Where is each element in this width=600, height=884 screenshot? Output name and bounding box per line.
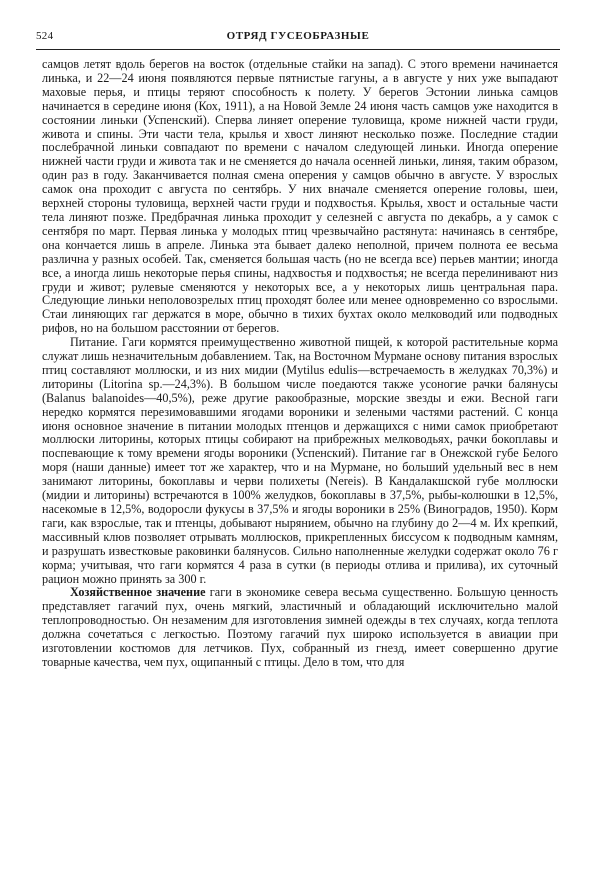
- page-number: 524: [36, 30, 54, 42]
- running-title: ОТРЯД ГУСЕОБРАЗНЫЕ: [226, 30, 370, 42]
- body-text: [42, 58, 558, 670]
- paragraph-text: самцов летят вдоль берегов на восток (отдельные стайки на запад). С этого времени начинается линька, и 22—24 июня появляются первые пятнистые гагуны, а в августе у них уже выпадают маховые перья, и птицы теряют способность к полету. У берегов Эстонии линька самцов начинается в середине июня (Кох, 1911), а на Новой Земле 24 июня часть самцов уже находится в состоянии линьки (Успенский). Сперва линяет оперение туловища, кроме нижней части груди, живота и спины. Эти части тела, крылья и хвост линяют несколько позже. Последние стадии послебрачной линьки совпадают по времени с началом следующей линьки. Иногда оперение нижней части груди и живота так и не сменяется до начала осенней линьки, линяя, таким образом, один раз в году. Заканчивается полная смена оперения у самцов обычно в августе. У взрослых самок она проходит с августа по сентябрь. У них вначале сменяется оперение головы, шеи, верхней стороны туловища, верхней части груди и подхвостья. Крылья, хвост и остальные части тела линяют позже. Предбрачная линька проходит у селезней с августа по декабрь, а у самок с сентября по март. Первая линька у молодых птиц чрезвычайно растянута: начинаясь в сентябре, она кончается лишь в апреле. Линька эта бывает далеко неполной, причем полнота ее весьма различна у разных особей. Так, сменяется большая часть (но не всегда все) перьев мантии; иногда все, а иногда лишь некоторые перья спины, надхвостья и подхвостья; не всегда перелинивают низ груди и живот; рулевые сменяются у некоторых все, а у некоторых лишь центральная пара. Следующие линьки неполовозрелых птиц проходят более или менее одновременно со взрослыми. Стаи линяющих гаг держатся в море, обычно в тихих бухтах около мелководий или подводных рифов, но на большом расстоянии от берегов.: [42, 57, 558, 336]
- paragraph-text: Питание. Гаги кормятся преимущественно животной пищей, к которой растительные корма служат лишь незначительным добавлением. Так, на Восточном Мурмане основу питания взрослых птиц составляют моллюски, и из них мидии (Mytilus edulis—встречаемость в желудках 70,3%) и литорины (Litorina sp.—24,3%). В большом числе поедаются также усоногие рачки балянусы (Balanus balanoides—40,5%), реже другие ракообразные, морские звезды и ежи. Весной гаги нередко кормятся перезимовавшими ягодами вороники и зелеными частями растений. С конца июня основное значение в питании молодых птенцов и держащихся с ними самок приобретают моллюски литорины, которых птицы собирают на прибрежных мелководьях, рачки бокоплавы и поспевающие к тому времени ягоды вороники (Успенский). Питание гаг в Онежской губе Белого моря (наши данные) имеет тот же характер, что и на Мурмане, но больший удельный вес в нем занимают литорины, бокоплавы и черви полихеты (Nereis). В Кандалакшской губе моллюски (мидии и литорины) встречаются в 100% желудков, бокоплавы в 37,5%, рыбы-колюшки в 12,5%, насекомые в 12,5%, водоросли фукусы в 37,5% и ягоды вороники в 25% (Виноградов, 1950). Корм гаги, как взрослые, так и птенцы, добывают нырянием, обычно на глубину до 2—4 м. Их крепкий, массивный клюв позволяет отрывать моллюсков, прикрепленных биссусом к подводным камням, и разрушать известковые раковинки балянусов. Сильно наполненные желудки содержат около 76 г корма; учитывая, что гаги кормятся 4 раза в сутки (в периоды отлива и прилива), их суточный рацион можно принять за 300 г.: [42, 335, 558, 586]
- header-rule: [36, 49, 560, 50]
- paragraph-feeding: [42, 336, 558, 586]
- page-header: [36, 30, 560, 46]
- paragraph-text: гаги в экономике севера весьма существенно. Большую ценность представляет гагачий пух, очень мягкий, эластичный и обладающий исключительно малой теплопроводностью. Он незаменим для изготовления зимней одежды в тех случаях, когда теплота должна сочетаться с легкостью. Поэтому гагачий пух широко используется в авиации при изготовлении костюмов для летчиков. Пух, собранный из гнезд, имеет совершенно другие товарные качества, чем пух, ощипанный с птицы. Дело в том, что для: [42, 585, 558, 669]
- paragraph-economic-value: [42, 586, 558, 669]
- section-lead: Хозяйственное значение: [70, 585, 206, 600]
- paragraph-molting: [42, 58, 558, 336]
